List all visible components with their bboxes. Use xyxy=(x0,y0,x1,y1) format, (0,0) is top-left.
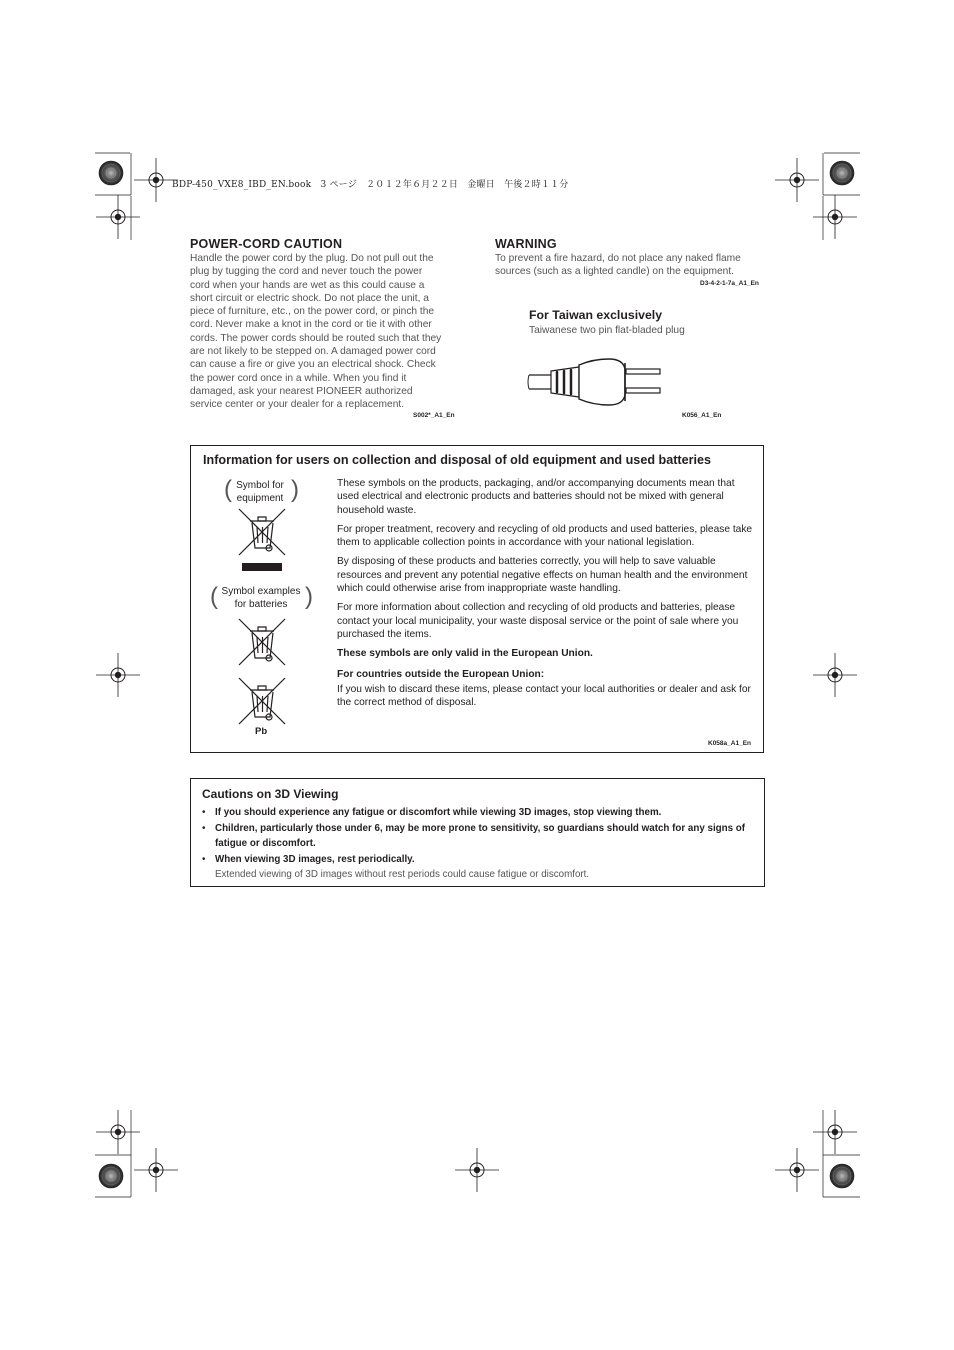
power-cord-line: Handle the power cord by the plug. Do not pull out the xyxy=(190,253,434,264)
list-item: • Children, particularly those under 6, may be more prone to sensitivity, so guardians should watch for any signs of fatigue or discomfort. xyxy=(202,823,746,849)
print-header: BDP-450_VXE8_IBD_EN.book 3 ページ ２０１２年６月２２日 金曜日 午後２時１１分 xyxy=(172,180,569,190)
paren-left-icon: ( xyxy=(210,583,218,610)
disposal-para: For proper treatment, recovery and recycling of old products and used batteries, please take them to applicable collection points in accordance with your national legislation. xyxy=(337,523,753,549)
outside-eu-text: If you wish to discard these items, please contact your local authorities or dealer and ask for the correct method of disposal. xyxy=(337,683,751,709)
viewing-3d-title: Cautions on 3D Viewing xyxy=(202,787,339,801)
eu-only-note: These symbols are only valid in the European Union. xyxy=(337,648,593,660)
disposal-info-box xyxy=(190,445,764,753)
two-pin-plug-illustration xyxy=(527,355,667,411)
warning-code: D3-4-2-1-7a_A1_En xyxy=(700,280,759,287)
power-cord-line: are not likely to be stepped on. A damaged power cord xyxy=(190,346,436,358)
power-cord-line: can cause a fire or give you an electrical shock. Check xyxy=(190,359,436,371)
power-cord-line: damaged, ask your nearest PIONEER authorized xyxy=(190,385,413,397)
list-item: • When viewing 3D images, rest periodically. Extended viewing of 3D images without rest periods could cause fatigue or discomfort. xyxy=(202,852,754,882)
taiwan-subtitle: Taiwanese two pin flat-bladed plug xyxy=(529,325,685,336)
bullet-icon: • xyxy=(202,823,206,834)
list-item: • If you should experience any fatigue or discomfort while viewing 3D images, stop viewing them. xyxy=(202,807,662,818)
outside-eu-title: For countries outside the European Union: xyxy=(337,668,545,680)
disposal-para: These symbols on the products, packaging, and/or accompanying documents mean that used electrical and electronic products and batteries should not be mixed with general household waste. xyxy=(337,478,735,516)
pb-label: Pb xyxy=(255,726,268,737)
viewing-3d-subtext: Extended viewing of 3D images without rest periods could cause fatigue or discomfort. xyxy=(215,869,590,880)
power-cord-line: service center or your dealer for a replacement. xyxy=(190,399,405,411)
power-cord-line: short circuit or electric shock. Do not place the unit, a xyxy=(190,292,429,304)
disposal-title: Information for users on collection and disposal of old equipment and used batteries xyxy=(203,453,712,467)
taiwan-code: K056_A1_En xyxy=(682,412,722,419)
power-cord-line: piece of furniture, etc., on the power cord, or pinch the xyxy=(190,306,435,318)
paren-right-icon: ) xyxy=(305,583,313,610)
warning-text xyxy=(495,252,770,279)
bullet-icon: • xyxy=(202,854,206,865)
power-cord-line: cord. Never make a knot in the cord or tie it with other xyxy=(190,319,432,331)
power-cord-line: plug by tugging the cord and never touch the power xyxy=(190,266,423,278)
taiwan-title: For Taiwan exclusively xyxy=(529,308,663,322)
crossed-bin-battery-pb-icon xyxy=(238,677,288,727)
power-cord-line: cord when your hands are wet as this could cause a xyxy=(190,279,425,291)
power-cord-line: the power cord once in a while. When you find it xyxy=(190,372,407,384)
viewing-3d-list xyxy=(202,805,754,883)
disposal-para: For more information about collection and recycling of old products and batteries, please contact your local municipality, your waste disposal service or the point of sale where you purchased the items. xyxy=(337,602,739,640)
viewing-3d-box xyxy=(190,778,765,887)
power-cord-title: POWER-CORD CAUTION xyxy=(190,237,343,251)
symbol-equipment-label: Symbol for equipment xyxy=(236,480,284,504)
power-cord-line: cords. The power cords should be routed such that they xyxy=(190,332,442,344)
symbol-batteries-label: Symbol examples for batteries xyxy=(221,586,301,610)
power-cord-text xyxy=(190,252,465,412)
warning-line: To prevent a fire hazard, do not place any naked flame xyxy=(495,253,741,264)
disposal-code: K058a_A1_En xyxy=(708,740,751,747)
crossed-bin-equipment-icon xyxy=(238,508,288,572)
disposal-paragraphs xyxy=(337,477,759,715)
disposal-para: By disposing of these products and batteries correctly, you will help to save valuable resources and prevent any potential negative effects on human health and the environment which could otherwise arise from inappropriate waste handling. xyxy=(337,556,748,595)
bullet-icon: • xyxy=(202,807,206,818)
power-cord-code: S002*_A1_En xyxy=(413,412,455,419)
warning-line: sources (such as a lighted candle) on the equipment. xyxy=(495,266,734,278)
crossed-bin-battery-icon xyxy=(238,618,288,668)
paren-left-icon: ( xyxy=(224,476,232,503)
warning-title: WARNING xyxy=(495,237,557,251)
paren-right-icon: ) xyxy=(291,476,299,503)
